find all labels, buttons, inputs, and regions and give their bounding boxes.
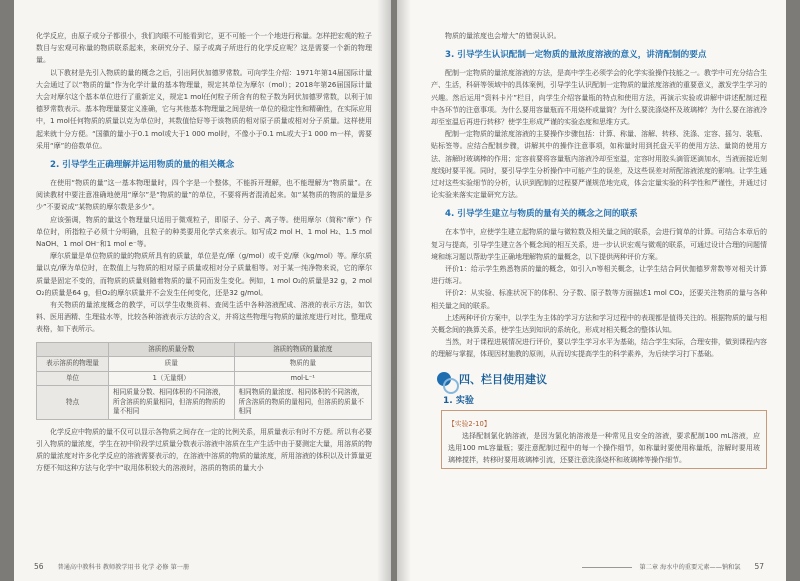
experiment-box <box>441 410 767 470</box>
section-heading-2: 2. 引导学生正确理解并运用物质的量的相关概念 <box>50 160 235 171</box>
experiment-text: 选择配制氯化钠溶液，是因为氯化钠溶液是一种常见且安全的溶液，要求配制100 mL溶液，应选用100 mL容量瓶；要注意配制过程中的每一个操作细节，如称量时要使用称量纸，溶解时要用玻璃棒搅拌，转移时要用玻璃棒引流，还要注意洗涤烧杯和玻璃棒等操作细节。 <box>448 431 760 465</box>
table-cell: 质量 <box>109 357 235 372</box>
paragraph: 评价1：给示学生熟悉物质的量的概念，如引入n等相关概念，让学生结合阿伏伽德罗常数等对相关计算进行练习。 <box>431 265 767 286</box>
table-row-head: 单位 <box>37 371 109 386</box>
table-header-row <box>37 342 372 357</box>
table-cell: 1（无量纲） <box>109 371 235 386</box>
page-number: 56 <box>34 562 44 571</box>
table-cell: 物质的量 <box>234 357 371 372</box>
right-page <box>397 0 786 581</box>
table-row-head: 特点 <box>37 386 109 420</box>
paragraph: 应该强调，物质的量这个物理量只适用于微观粒子，即原子、分子、离子等。使用摩尔（简称“摩”）作单位时，所指粒子必须十分明确，且粒子的种类要用化学式来表示。如写成2 mol H、1 mol H₂、1.5 mol NaOH、1 mol OH⁻和1 mol e⁻等。 <box>36 215 372 249</box>
paragraph: 有关物质的量浓度概念的教学，可以学生收集资料、查阅生活中各种溶液配成、溶液的表示方法，如饮料、医用酒精、生理盐水等，比较各种溶液表示方法的含义，并将这些物理与物质的量浓度进行对比，整理成表格，如下表所示。 <box>36 301 372 334</box>
table-cell: mol·L⁻¹ <box>234 371 371 386</box>
section-heading-3: 3. 引导学生认识配制一定物质的量浓度溶液的意义，讲清配制的要点 <box>445 50 707 61</box>
right-page-content <box>431 30 767 469</box>
paragraph: 上述两种评价方案中，以学生为主体的学习方法和学习过程中的表现都是值得关注的。根据物质的量与相关概念间的换算关系，使学生达到知识的系统化，形成对相关概念的整体认知。 <box>431 313 767 335</box>
table-cell: 相同物质的量浓度、相同体积的不同溶液，所含溶质的物质的量相同，但溶质的质量不相同 <box>234 386 371 420</box>
paragraph: 以下教材是先引入物质的量的概念之后，引出阿伏加德罗常数。可向学生介绍：1971年第14届国际计量大会通过了以“物质的量”作为化学计量的基本物理量，规定其单位为摩尔（mol）；2018年第26届国际计量大会对摩尔这个基本单位进行了重新定义，规定1 mol任何粒子所含有的粒子数为阿伏加德罗常数，以利于加德罗常数表示。基本物理量要定义准确，它与其他基本物理量之间是统一单位的稳定性和精确性，在实际应用中，1 mol任何物质的质量以克为单位时，其数值恰好等于该物质的相对原子质量或相对分子质量。这样使用起来就十分方便。“国徽的量小于0.1 mol或大于1 000 mol时，不像小于0.1 mL或大于1 000 m一样，需要采用“摩”的倍数单位。 <box>36 68 372 150</box>
table-row <box>37 371 372 386</box>
paragraph: 化学反应中物质的量不仅可以显示各物质之间存在一定的比例关系，用质量表示有时不方便。所以有必要引入物质的量浓度，学生在初中阶段学过质量分数表示溶液中溶质在生产生活中由于要测定大量，用溶质的物质的量浓度对许多化学反应的溶液需要表示的，在溶液中溶质的物质的量浓度，所用溶液的体积以及计算量更方便不知这种方法与化学中“取用体积较大的溶液时，溶质的物质的量大小 <box>36 427 372 473</box>
page-number: 57 <box>754 562 764 571</box>
table-row <box>37 357 372 372</box>
paragraph: 当然，对于课程进展情况进行评价，要以学生学习水平为基础，结合学生实际，合理安排，做到课程内容的理解与掌握，体现因材施教的原则，从而切实提高学生的科学素养，为后续学习打下基础。 <box>431 338 767 359</box>
table-header-cell: 溶质的物质的量浓度 <box>234 342 371 357</box>
table-header-cell: 溶质的质量分数 <box>109 342 235 357</box>
paragraph: 配制一定物质的量浓度溶液的主要操作步骤包括：计算、称量、溶解、转移、洗涤、定容、摇匀、装瓶、贴标签等。应结合配制步骤，讲解其中的操作注意事项，如称量时用到托盘天平的使用方法、量筒的使用方法、溶解时玻璃棒的作用；定容前要将容量瓶内溶液冷却至室温，定容时用胶头滴管逐滴加水，当液面接近刻度线时要平视。同时，要引导学生分析操作中可能产生的误差，及这些误差对所配溶液浓度的影响。让学生通过对这些实验细节的分析，认识到配制的过程要严谨规范地完成，体会定量实验的科学性和严谨性，并通过讨论实验来落实定量研究方法。 <box>431 130 767 200</box>
subsection-title: 1. 实验 <box>443 395 474 406</box>
paragraph: 摩尔质量是单位物质的量的物质所具有的质量，单位是克/摩（g/mol）或千克/摩（kg/mol）等。摩尔质量以克/摩为单位时，在数值上与物质的相对原子质量或相对分子质量相等。对于某一纯净物来说，它的摩尔质量是固定不变的，而物质的质量则随着物质的量不同而发生变化。例如，1 mol O₂的质量是32 g，2 mol O₂的质量是64 g，但O₂的摩尔质量并不会发生任何变化，还是32 g/mol。 <box>36 252 372 297</box>
circle-marker-icon <box>437 372 451 386</box>
gutter-shadow-right <box>397 0 411 581</box>
table-row <box>37 386 372 420</box>
paragraph: 在本节中，应使学生建立起物质的量与微粒数及相关量之间的联系，会进行简单的计算。可结合本章后的复习与提高，引导学生建立各个概念间的相互关系，进一步认识宏观与微观的联系，可通过设计合理的问题情境和练习题以帮助学生正确地理解物质的量概念，以下提供两种评价方案。 <box>431 228 767 261</box>
paragraph: 评价2：从实验、标准状况下的体积、分子数、原子数等方面描述1 mol CO₂，还要关注物质的量与各种相关量之间的联系。 <box>431 289 767 310</box>
major-heading <box>437 371 767 387</box>
left-page <box>14 0 391 581</box>
table-header-cell <box>37 342 109 357</box>
footer-book-title: 普通高中教科书 教师教学用书 化学 必修 第一册 <box>57 564 190 571</box>
table-row-head: 表示溶质的物理量 <box>37 357 109 372</box>
page-footer-right <box>582 562 764 571</box>
footer-chapter-title: 第二章 海水中的重要元素——钠和氯 <box>639 564 741 571</box>
table-cell: 相同质量分数、相同体积的不同溶液，所含溶质的质量相同，但溶质的物质的量不相同 <box>109 386 235 420</box>
page-footer-left <box>34 562 189 571</box>
paragraph: 配制一定物质的量浓度溶液的方法，是高中学生必须学会的化学实验操作技能之一。教学中可充分结合生产、生活，科研等领域中的具体案例，引导学生认识配制一定物质的量浓度溶液的重要意义，激发学生学习的兴趣。然后运用“资料卡片”栏目，向学生介绍容量瓶的特点和使用方法，再演示实验或讲解中讲述配制过程中各环节的注意事项。为什么要用容量瓶而不用烧杯或量筒？为什么要洗涤烧杯及玻璃棒？为什么要在溶液冷却至室温后再进行转移？使学生形成严谨的实验态度和思维方式。 <box>431 69 767 127</box>
gutter-shadow-left <box>377 0 391 581</box>
paragraph: 物质的量浓度也会增大”的错误认识。 <box>445 32 561 40</box>
paragraph: 化学反应，由原子或分子都很小，我们肉眼不可能看到它，更不可能一个一个地进行称量。怎样把宏观的粒子数目与宏观可称量的物质联系起来，来研究分子、原子或离子所进行的化学反应呢？这是需要一个新的物理量。 <box>36 32 372 65</box>
major-heading-text: 四、栏目使用建议 <box>459 372 547 386</box>
paragraph: 在使用“物质的量”这一基本物理量时，四个字是一个整体，不能拆开理解，也不能理解为“物质量”。在阅读教材中要注意准确地使用“摩尔”是“物质的量”的单位，不要将两者混淆起来。如“某物质的物质的量是多少”不要说成“某物质的摩尔数是多少”。 <box>36 179 372 212</box>
comparison-table <box>36 342 372 420</box>
left-page-content <box>36 30 372 474</box>
section-heading-4: 4. 引导学生建立与物质的量有关的概念之间的联系 <box>445 209 638 220</box>
footer-rule <box>582 567 632 568</box>
experiment-tag: 【实验2-10】 <box>448 419 491 428</box>
